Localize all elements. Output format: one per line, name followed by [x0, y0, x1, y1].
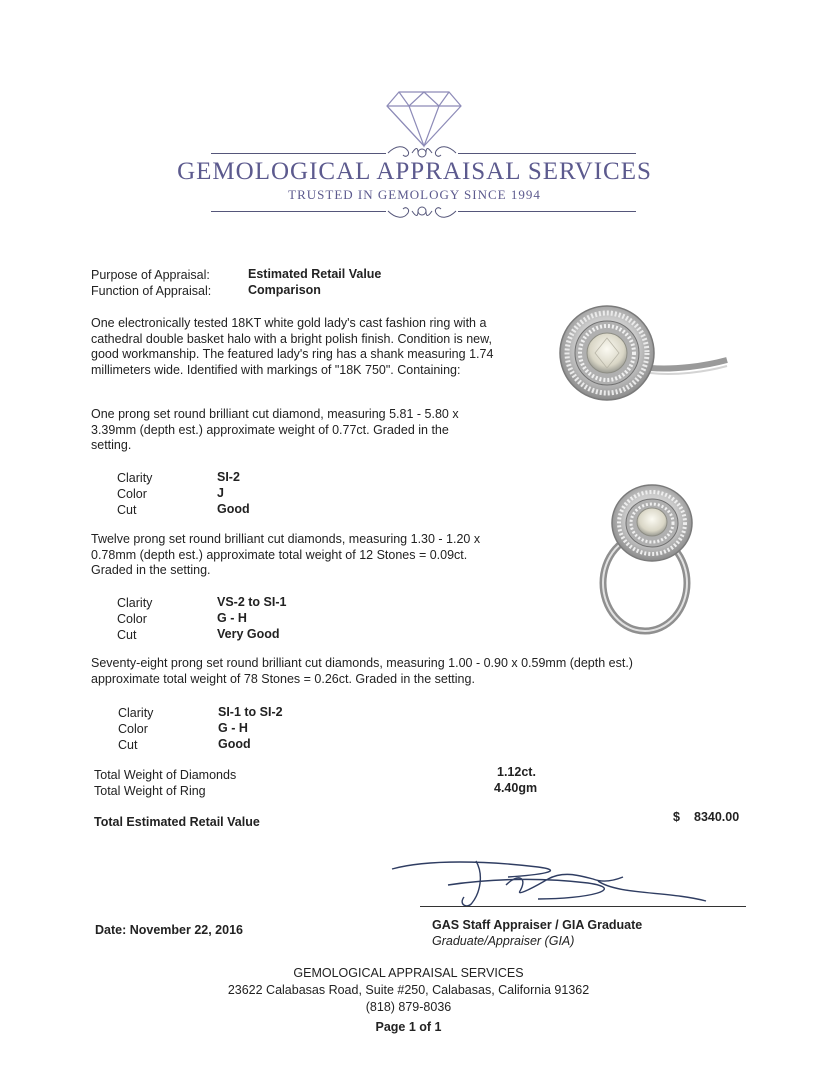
stone-1-cut-label: Cut: [117, 503, 137, 517]
ring-photo-top: [555, 298, 730, 413]
stone-1-color-label: Color: [117, 487, 147, 501]
total-diamonds-label: Total Weight of Diamonds: [94, 768, 237, 782]
footer-phone: (818) 879-8036: [365, 1000, 452, 1014]
stone-3-color-label: Color: [118, 722, 148, 736]
ornament-icon: [386, 201, 458, 221]
header-rule-top-right: [458, 153, 636, 154]
header-rule-bottom-left: [211, 211, 386, 212]
footer-company: GEMOLOGICAL APPRAISAL SERVICES: [293, 966, 524, 980]
stone-1-cut-value: Good: [217, 502, 250, 516]
stone-2-color-label: Color: [117, 612, 147, 626]
stone-3-color-value: G - H: [218, 721, 248, 735]
purpose-value: Estimated Retail Value: [248, 267, 382, 281]
appraiser-subtitle: Graduate/Appraiser (GIA): [432, 934, 575, 948]
total-retail-label: Total Estimated Retail Value: [94, 815, 260, 829]
stone-2-clarity-label: Clarity: [117, 596, 153, 610]
function-value: Comparison: [248, 283, 321, 297]
function-label: Function of Appraisal:: [91, 284, 212, 298]
signature-line: [420, 906, 746, 907]
stone-2-description: Twelve prong set round brilliant cut diamonds, measuring 1.30 - 1.20 x 0.78mm (depth est.) approximate total weight of 12 Stones = 0.09ct. Graded in the setting.: [91, 532, 481, 577]
ring-description: One electronically tested 18KT white gold lady's cast fashion ring with a cathedral double basket halo with a bright polish finish. Condition is new, good workmanship. The featured lady's ring has a shank measuring 1.74 millimeters wide. Identified with markings of "18K 750". Containing:: [91, 316, 494, 377]
company-name: GEMOLOGICAL APPRAISAL SERVICES: [177, 158, 652, 185]
stone-3-clarity-label: Clarity: [118, 706, 154, 720]
currency-symbol: $: [673, 810, 680, 824]
stone-2-color-value: G - H: [217, 611, 247, 625]
appraiser-title: GAS Staff Appraiser / GIA Graduate: [432, 918, 643, 932]
total-ring-label: Total Weight of Ring: [94, 784, 206, 798]
stone-3-cut-label: Cut: [118, 738, 138, 752]
page-number: Page 1 of 1: [375, 1020, 442, 1034]
stone-3-cut-value: Good: [218, 737, 251, 751]
stone-1-description: One prong set round brilliant cut diamond, measuring 5.81 - 5.80 x 3.39mm (depth est.) approximate weight of 0.77ct. Graded in the setting.: [91, 407, 459, 452]
ring-photo-bottom: [590, 478, 705, 638]
stone-1-color-value: J: [217, 486, 224, 500]
company-tagline: TRUSTED IN GEMOLOGY SINCE 1994: [288, 187, 541, 202]
appraisal-date: Date: November 22, 2016: [95, 923, 243, 937]
diamond-icon: [385, 88, 463, 148]
total-ring-value: 4.40gm: [494, 781, 538, 795]
total-diamonds-value: 1.12ct.: [497, 765, 536, 779]
stone-1-clarity-value: SI-2: [217, 470, 240, 484]
stone-1-clarity-label: Clarity: [117, 471, 153, 485]
purpose-label: Purpose of Appraisal:: [91, 268, 210, 282]
stone-2-cut-value: Very Good: [217, 627, 280, 641]
stone-3-clarity-value: SI-1 to SI-2: [218, 705, 283, 719]
stone-2-cut-label: Cut: [117, 628, 137, 642]
total-retail-value: 8340.00: [694, 810, 740, 824]
header-rule-top-left: [211, 153, 386, 154]
stone-3-description: Seventy-eight prong set round brilliant cut diamonds, measuring 1.00 - 0.90 x 0.59mm (depth est.) approximate total weight of 78 Stones = 0.26ct. Graded in the setting.: [91, 656, 633, 686]
stone-2-clarity-value: VS-2 to SI-1: [217, 595, 287, 609]
footer-address: 23622 Calabasas Road, Suite #250, Calabasas, California 91362: [227, 983, 590, 997]
header-rule-bottom-right: [458, 211, 636, 212]
